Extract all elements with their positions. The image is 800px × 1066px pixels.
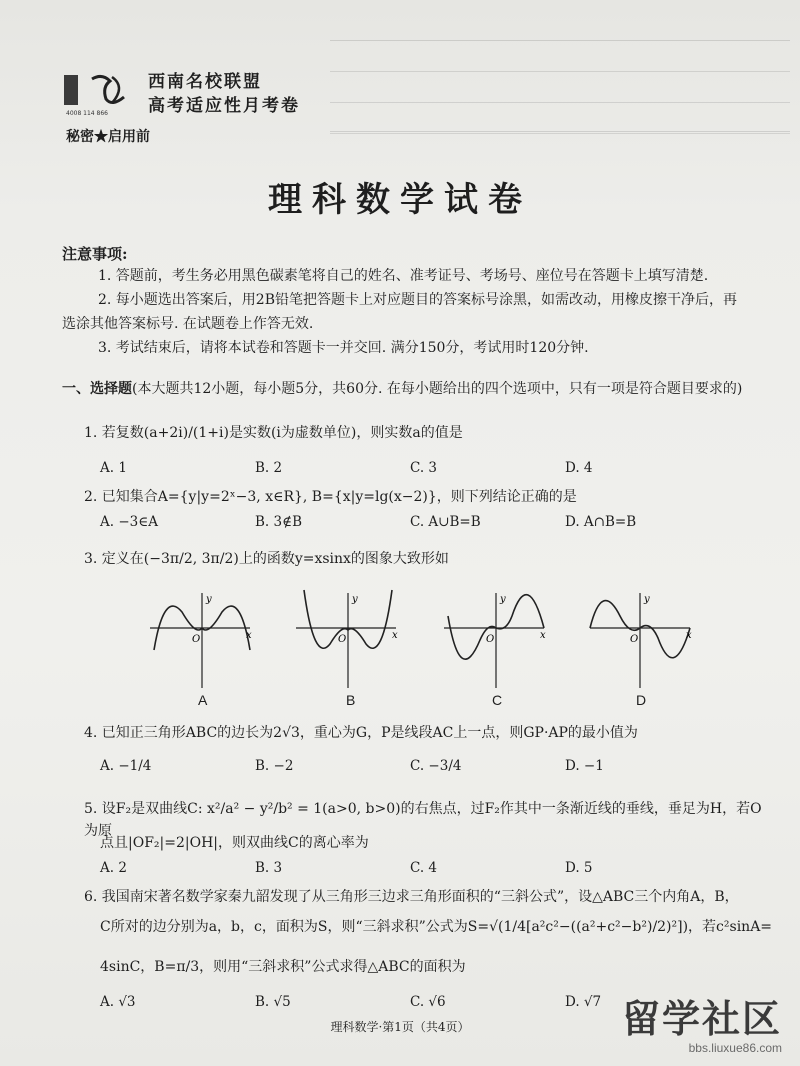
svg-text:O: O xyxy=(486,634,495,645)
question-2-stem: 2. 已知集合A={y|y=2ˣ−3, x∈R}, B={x|y=lg(x−2)}，则下列结论正确的是 xyxy=(84,489,577,505)
question-3-stem: 3. 定义在(−3π/2, 3π/2)上的函数y=xsinx的图象大致形如 xyxy=(84,551,449,567)
page-footer: 理科数学·第1页（共4页） xyxy=(330,1020,470,1034)
question-4-options xyxy=(100,758,720,774)
brand-line-1: 西南名校联盟 xyxy=(148,72,262,92)
option-d: D. 4 xyxy=(565,460,593,476)
section-desc: (本大题共12小题，每小题5分，共60分. 在每小题给出的四个选项中，只有一项是符合题目要求的) xyxy=(132,381,743,397)
svg-text:x: x xyxy=(246,630,252,641)
graph-label-c: C xyxy=(492,692,503,708)
svg-text:y: y xyxy=(206,594,212,605)
option-c: C. −3/4 xyxy=(410,758,462,774)
bleed-through-table xyxy=(330,40,790,132)
question-5-stem: 5. 设F₂是双曲线C: x²/a² − y²/b² = 1(a>0, b>0)的右焦点，过F₂作其中一条渐近线的垂线，垂足为H，若O为原 xyxy=(84,801,762,839)
question-4-stem: 4. 已知正三角形ABC的边长为2√3，重心为G，P是线段AC上一点，则GP·AP的最小值为 xyxy=(84,725,638,741)
question-5-stem-cont: 点且|OF₂|=2|OH|，则双曲线C的离心率为 xyxy=(100,835,369,851)
option-a: A. 2 xyxy=(100,860,127,876)
watermark-logo-text: 留学社区 xyxy=(621,997,782,1041)
graph-label-d: D xyxy=(636,692,647,708)
option-a: A. √3 xyxy=(100,994,136,1010)
header-brand xyxy=(62,70,300,118)
brand-logo xyxy=(62,71,140,117)
graph-a xyxy=(150,593,252,688)
graph-label-b: B xyxy=(346,692,356,708)
graph-c xyxy=(444,593,546,688)
notice-item: 1. 答题前，考生务必用黑色碳素笔将自己的姓名、准考证号、考场号、座位号在答题卡上填写清楚. xyxy=(98,268,709,284)
watermark xyxy=(622,988,782,1055)
question-3-graphs xyxy=(150,588,710,708)
option-b: B. 3∉B xyxy=(255,514,303,530)
svg-text:x: x xyxy=(540,630,546,641)
confidential-label: 秘密★启用前 xyxy=(66,129,150,145)
function-graphs xyxy=(150,588,710,708)
svg-text:x: x xyxy=(686,630,692,641)
option-a: A. −3∈A xyxy=(100,514,158,530)
option-d: D. A∩B=B xyxy=(565,514,637,530)
brand-line-2: 高考适应性月考卷 xyxy=(148,96,300,116)
notice-item: 选涂其他答案标号. 在试题卷上作答无效. xyxy=(62,316,314,332)
graph-d xyxy=(590,593,692,688)
option-b: B. 3 xyxy=(255,860,283,876)
question-1-options xyxy=(100,460,720,476)
option-d: D. √7 xyxy=(565,994,602,1010)
question-5-options xyxy=(100,860,720,876)
page-title: 理科数学试卷 xyxy=(268,180,532,220)
notice-item: 3. 考试结束后，请将本试卷和答题卡一并交回. 满分150分，考试用时120分钟. xyxy=(98,340,589,356)
section-title: 一、选择题 xyxy=(62,381,132,397)
notice-item: 2. 每小题选出答案后，用2B铅笔把答题卡上对应题目的答案标号涂黑，如需改动，用橡皮擦干净后，再 xyxy=(98,292,738,308)
option-a: A. 1 xyxy=(100,460,127,476)
option-b: B. −2 xyxy=(255,758,294,774)
question-6-stem: 6. 我国南宋著名数学家秦九韶发现了从三角形三边求三角形面积的“三斜公式”，设△ABC三个内角A，B， xyxy=(84,889,739,905)
option-a: A. −1/4 xyxy=(100,758,152,774)
svg-text:O: O xyxy=(338,634,347,645)
graph-label-a: A xyxy=(198,692,208,708)
question-1-stem: 1. 若复数(a+2i)/(1+i)是实数(i为虚数单位)，则实数a的值是 xyxy=(84,425,463,441)
option-b: B. √5 xyxy=(255,994,291,1010)
question-2-options xyxy=(100,514,720,530)
option-c: C. √6 xyxy=(410,994,446,1010)
watermark-url: bbs.liuxue86.com xyxy=(688,1041,782,1055)
option-d: D. −1 xyxy=(565,758,604,774)
svg-text:y: y xyxy=(352,594,358,605)
notice-heading: 注意事项: xyxy=(62,245,128,263)
option-c: C. 3 xyxy=(410,460,438,476)
svg-text:O: O xyxy=(630,634,639,645)
question-6-stem-cont2: 4sinC，B=π/3，则用“三斜求积”公式求得△ABC的面积为 xyxy=(100,959,466,975)
section-heading xyxy=(62,378,782,398)
option-d: D. 5 xyxy=(565,860,593,876)
option-b: B. 2 xyxy=(255,460,283,476)
svg-text:x: x xyxy=(392,630,398,641)
notice-list xyxy=(62,264,762,360)
svg-text:O: O xyxy=(192,634,201,645)
option-c: C. A∪B=B xyxy=(410,514,481,530)
svg-text:y: y xyxy=(500,594,506,605)
svg-text:y: y xyxy=(644,594,650,605)
svg-text:4008 114 866: 4008 114 866 xyxy=(66,110,108,117)
option-c: C. 4 xyxy=(410,860,438,876)
question-6-stem-cont: C所对的边分别为a，b，c，面积为S，则“三斜求积”公式为S=√(1/4[a²c²−((a²+c²−b²)/2)²])，若c²sinA= xyxy=(100,919,773,935)
graph-b xyxy=(296,590,398,688)
